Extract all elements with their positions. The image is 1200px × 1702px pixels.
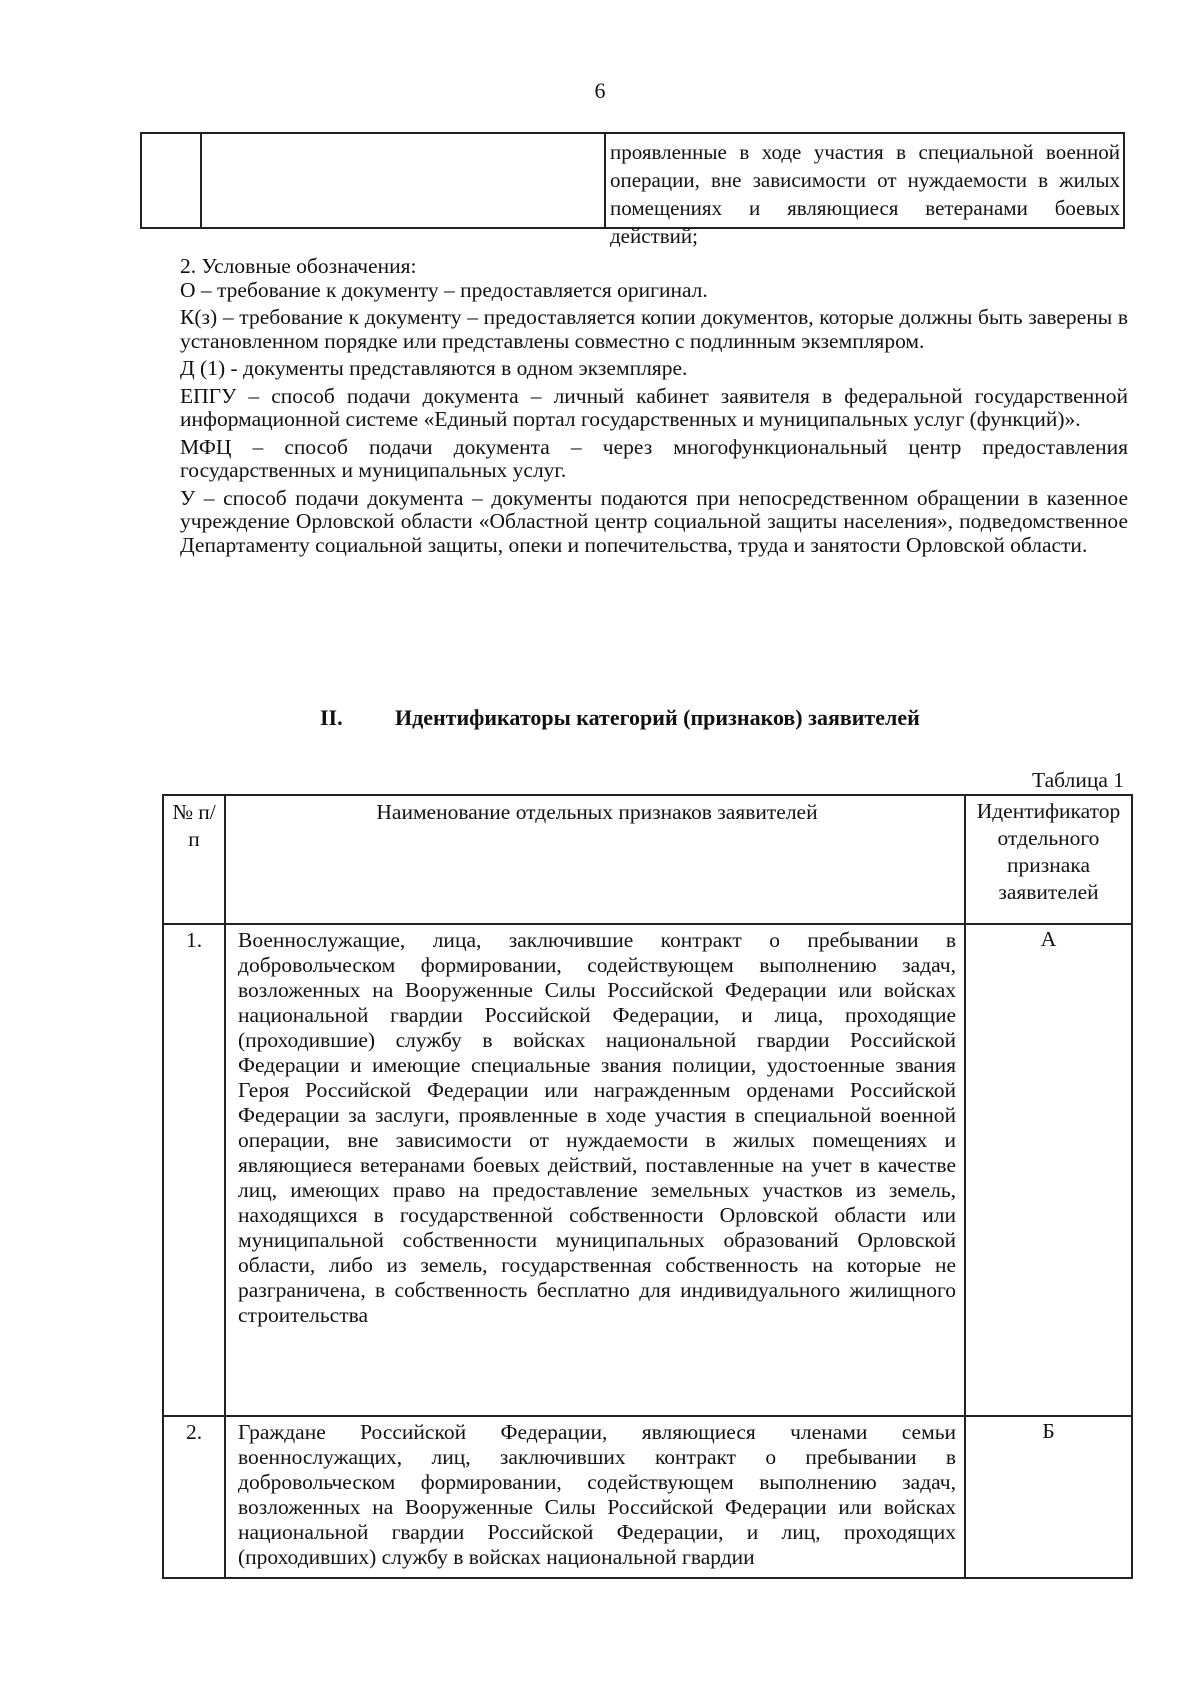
row-num: 2. [164, 1417, 226, 1577]
page-number: 6 [594, 78, 606, 103]
continuation-table [140, 132, 1125, 248]
legend-item: ЕПГУ – способ подачи документа – личный кабинет заявителя в федеральной государственной информационной системе «Единый портал государственных и муниципальных услуг (функций)». [180, 383, 1128, 431]
legend-heading: 2. Условные обозначения: [180, 254, 417, 278]
table-header-row [164, 796, 1131, 923]
table-divider [200, 134, 202, 227]
header-name: Наименование отдельных признаков заявителей [226, 796, 966, 923]
row-id: А [1040, 927, 1057, 951]
table-row [164, 1415, 1131, 1577]
continuation-cell-text: проявленные в ходе участия в специальной военной операции, вне зависимости от нуждаемости в жилых помещениях и являющиеся ветеранами боевых действий; [610, 140, 1120, 248]
header-num: № п/п [164, 796, 226, 923]
header-id: Идентификатор отдельного признака заявителей [976, 799, 1121, 904]
row-name: Военнослужащие, лица, заключившие контракт о пребывании в добровольческом формировании, содействующем выполнению задач, возложенных на Вооруженные Силы Российской Федерации или войсках национальной гвардии Российской Федерации, и лица, проходящие (проходившие) службу в войсках национальной гвардии Российской Федерации и имеющие специальные звания полиции, удостоенные звания Героя Российской Федерации или награжденным орденами Российской Федерации за заслуги, проявленные в ходе участия в специальной военной операции, вне зависимости от нуждаемости в жилых помещениях и являющиеся ветеранами боевых действий, поставленные на учет в качестве лиц, имеющих право на предоставление земельных участков из земель, находящихся в государственной собственности Орловской области или муниципальной собственности муниципальных образований Орловской области, либо из земель, государственная собственность на которые не разграничена, в собственность бесплатно для индивидуального жилищного строительства [226, 925, 966, 1415]
legend-item: МФЦ – способ подачи документа – через многофункциональный центр предоставления государственных и муниципальных услуг. [180, 434, 1128, 482]
legend-item: Д (1) - документы представляются в одном экземпляре. [180, 356, 688, 380]
row-num: 1. [164, 925, 226, 1415]
row-id: Б [1042, 1419, 1055, 1443]
legend-item: О – требование к документу – предоставляется оригинал. [180, 277, 708, 302]
legend-item: К(з) – требование к документу – предоставляется копии документов, которые должны быть заверены в установленном порядке или представлены совместно с подлинным экземпляром. [180, 305, 1128, 353]
section-number: II. [320, 705, 343, 730]
legend-item: У – способ подачи документа – документы подаются при непосредственном обращении в казенное учреждение Орловской области «Областной центр социальной защиты населения», подведомственное Департаменту социальной защиты, опеки и попечительства, труда и занятости Орловской области. [180, 485, 1128, 557]
table-divider [604, 134, 606, 227]
row-name: Граждане Российской Федерации, являющиеся членами семьи военнослужащих, лиц, заключивших контракт о пребывании в добровольческом формировании, содействующем выполнению задач, возложенных на Вооруженные Силы Российской Федерации или войсках национальной гвардии Российской Федерации, и лиц, проходящих (проходивших) службу в войсках национальной гвардии [226, 1417, 966, 1577]
legend-block [180, 255, 1128, 557]
table-caption: Таблица 1 [1032, 768, 1124, 792]
table-row [164, 923, 1131, 1415]
section-title: Идентификаторы категорий (признаков) заявителей [395, 705, 920, 730]
section-heading [320, 705, 1080, 731]
applicant-categories-table [162, 794, 1133, 1579]
